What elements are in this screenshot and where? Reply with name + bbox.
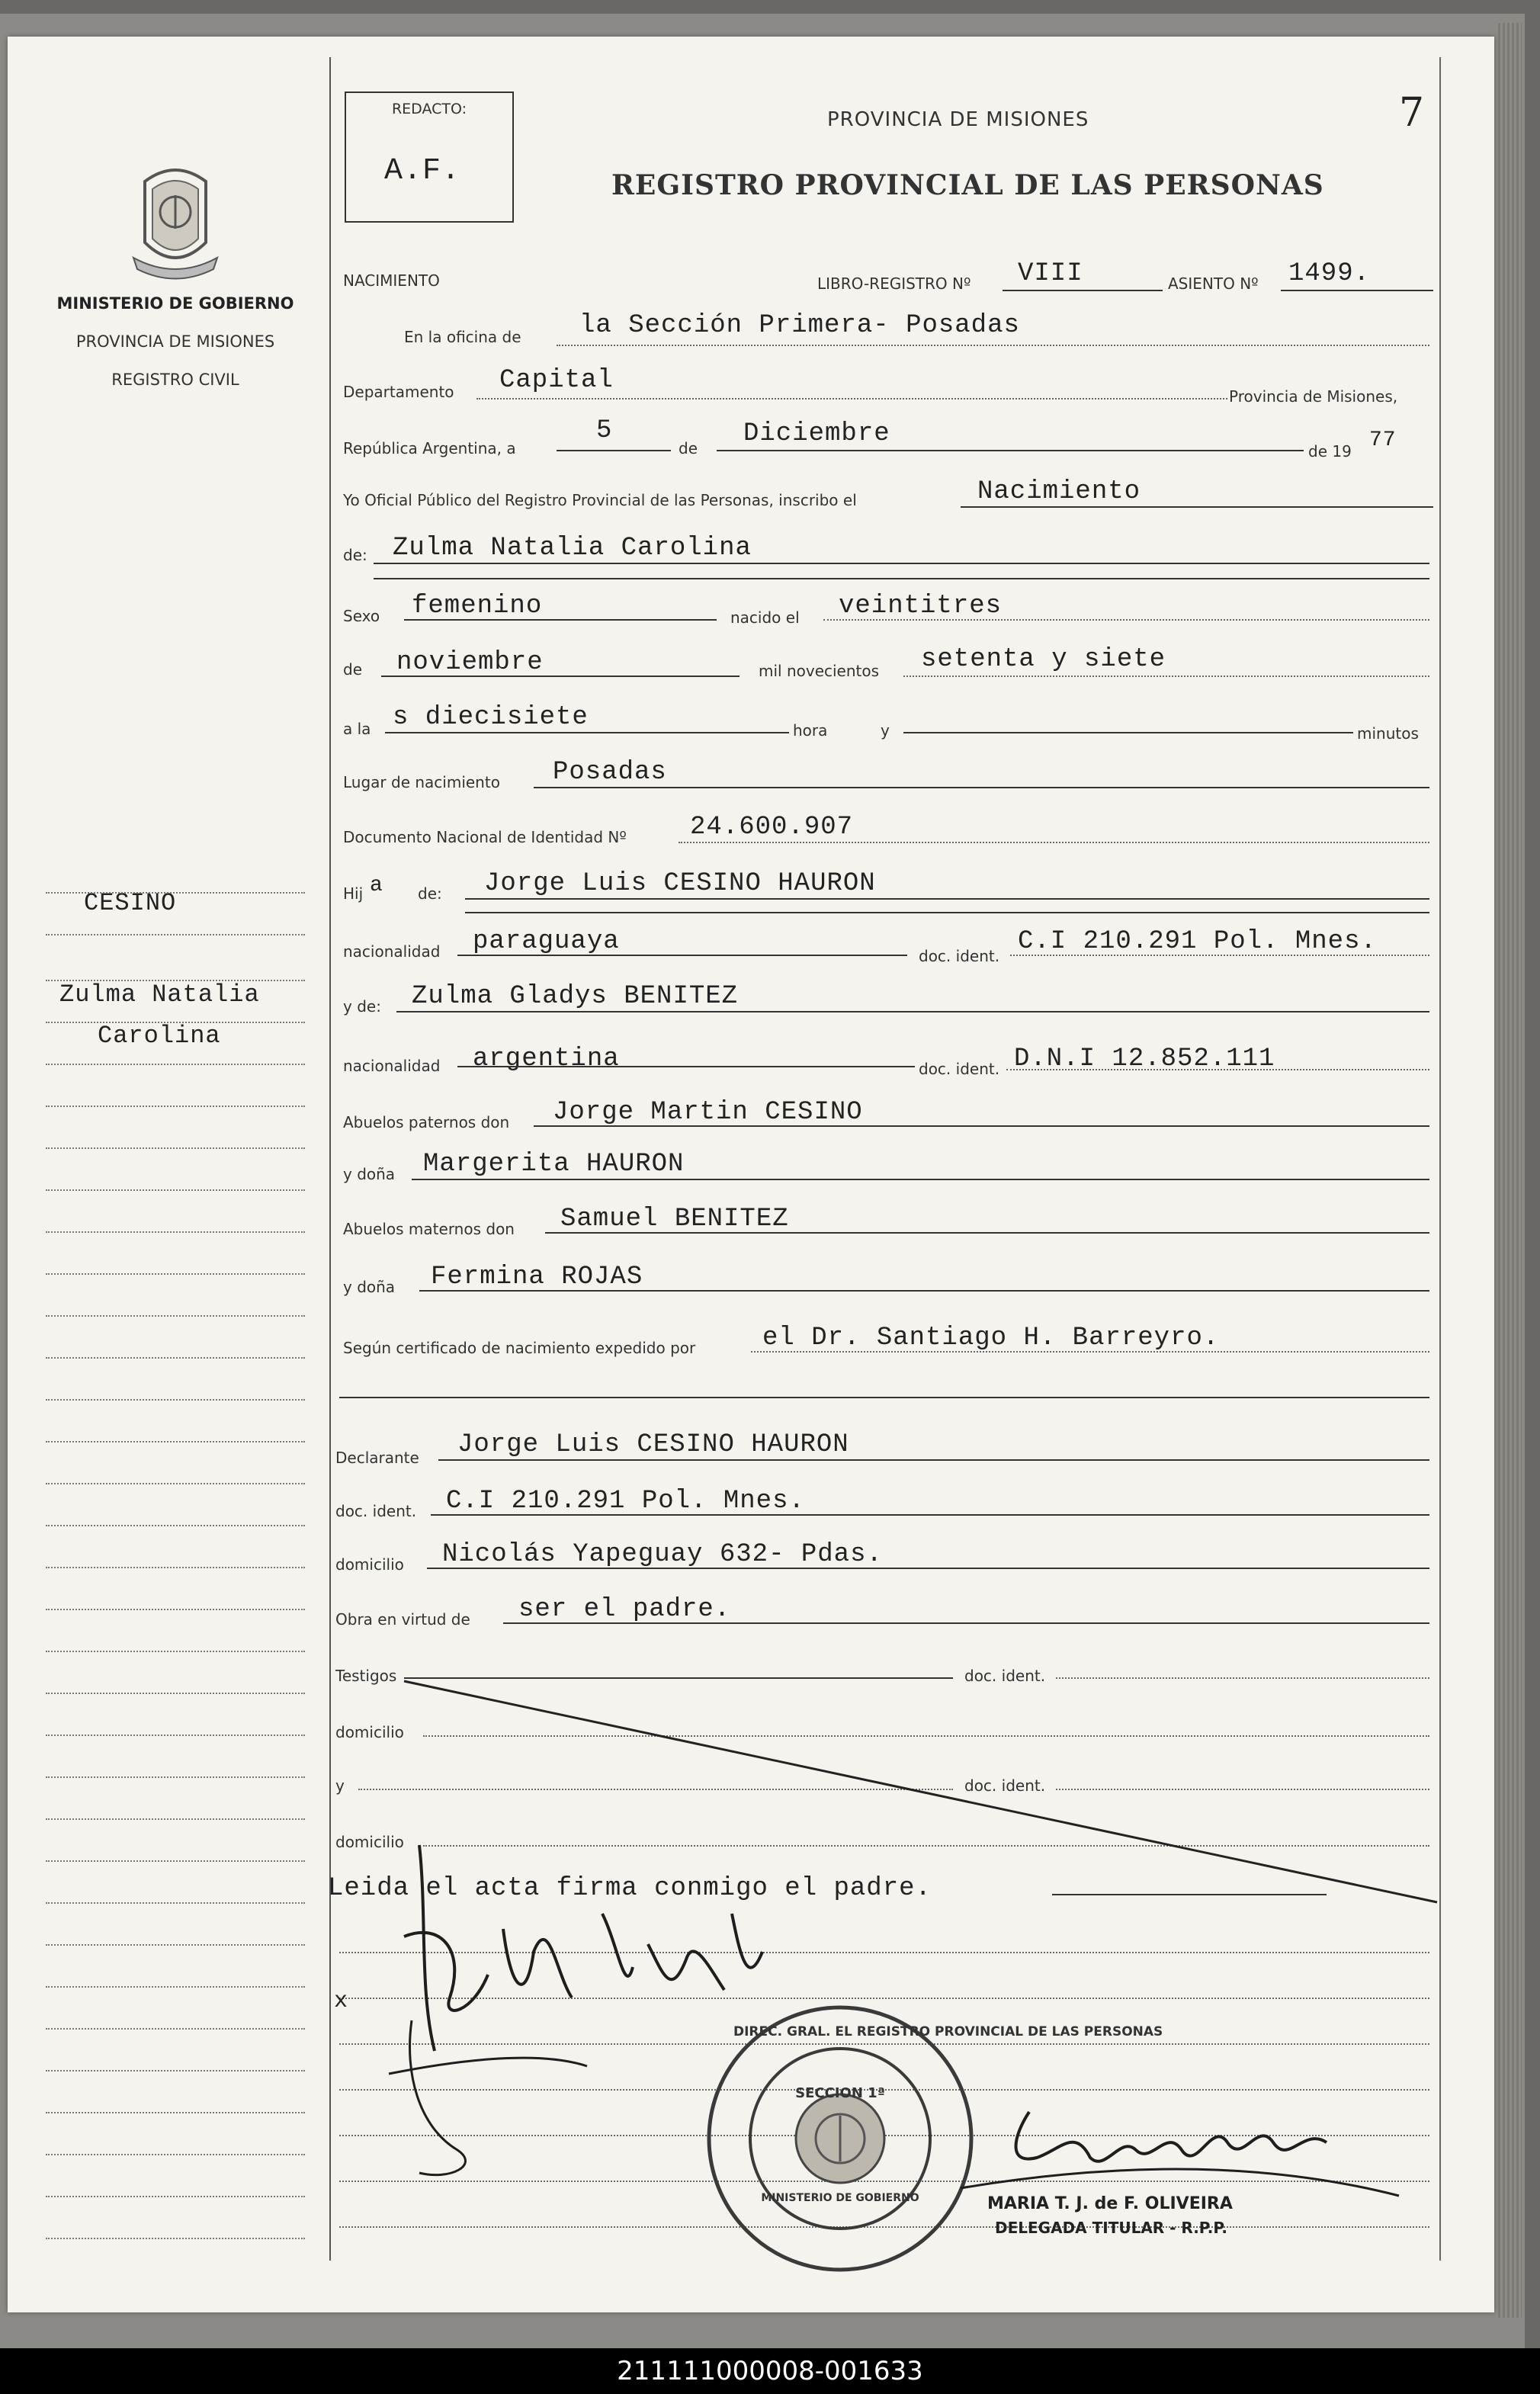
header-registry: REGISTRO PROVINCIAL DE LAS PERSONAS	[611, 169, 1324, 201]
domicilio-value: Nicolás Yapeguay 632- Pdas.	[442, 1540, 883, 1569]
oficial-label: Yo Oficial Público del Registro Provincial de las Personas, inscribo el	[343, 491, 857, 509]
certificate-label: Según certificado de nacimiento expedido por	[343, 1339, 696, 1357]
civil-registry-label: REGISTRO CIVIL	[111, 371, 239, 389]
document-id-footer: 211111000008-001633	[0, 2348, 1540, 2394]
redacto-box	[345, 91, 514, 223]
de-label: de	[679, 439, 698, 457]
year-value: 77	[1369, 428, 1397, 452]
asiento-label: ASIENTO Nº	[1168, 274, 1259, 293]
testigo-doc2-label: doc. ident.	[964, 1776, 1046, 1795]
mother-doc-value: D.N.I 12.852.111	[1014, 1045, 1275, 1073]
departamento-label: Departamento	[343, 383, 454, 401]
hijo-label: Hij	[343, 884, 364, 903]
ministry-label: MINISTERIO DE GOBIERNO	[56, 294, 294, 313]
de-nombre-label: de:	[343, 546, 367, 564]
official-title: DELEGADA TITULAR - R.P.P.	[995, 2219, 1227, 2237]
obra-value: ser el padre.	[518, 1595, 731, 1624]
lugar-label: Lugar de nacimiento	[343, 773, 500, 791]
republica-label: República Argentina, a	[343, 439, 516, 457]
left-panel	[8, 37, 328, 2312]
day-value: 5	[596, 416, 613, 445]
paternal-grandmother-value: Margerita HAURON	[423, 1150, 685, 1179]
sexo-label: Sexo	[343, 607, 380, 625]
y-label: y	[881, 721, 890, 740]
margin-surname: CESINO	[84, 889, 177, 917]
certificate-value: el Dr. Santiago H. Barreyro.	[762, 1324, 1220, 1353]
dni-value: 24.600.907	[690, 813, 854, 842]
asiento-value: 1499.	[1288, 259, 1371, 288]
declarant-value: Jorge Luis CESINO HAURON	[457, 1430, 849, 1459]
testigo-domicilio2-label: domicilio	[335, 1833, 404, 1851]
stamp-inner-text-2: MINISTERIO DE GOBIERNO	[761, 2192, 919, 2204]
paternal-grandfather-label: Abuelos paternos don	[343, 1113, 510, 1131]
testigo-y-label: y	[335, 1776, 345, 1795]
father-doc-label: doc. ident.	[919, 947, 1000, 965]
birth-month-value: noviembre	[396, 648, 544, 677]
mil-label: mil novecientos	[759, 662, 880, 680]
mother-nationality-label: nacionalidad	[343, 1057, 441, 1075]
ala-label: a la	[343, 720, 371, 738]
header-province: PROVINCIA DE MISIONES	[827, 108, 1089, 131]
father-nationality-value: paraguaya	[473, 927, 620, 956]
provincia-suffix-label: Provincia de Misiones,	[1229, 387, 1398, 406]
hijo-suffix: a	[370, 874, 383, 897]
mother-doc-label: doc. ident.	[919, 1060, 1000, 1078]
act-value: Nacimiento	[977, 477, 1141, 506]
provincial-seal-icon	[130, 159, 221, 281]
maternal-grandmother-value: Fermina ROJAS	[431, 1263, 643, 1292]
month-value: Diciembre	[743, 419, 890, 448]
x-mark: x	[334, 1988, 349, 2014]
stamp-inner-text: SECCION 1ª	[795, 2085, 885, 2101]
mother-nationality-value: argentina	[473, 1045, 620, 1073]
paternal-grandmother-label: y doña	[343, 1165, 396, 1183]
column-divider	[329, 57, 331, 2261]
child-name-value: Zulma Natalia Carolina	[393, 534, 752, 563]
margin-names-line2: Carolina	[98, 1022, 221, 1050]
yde-label: y de:	[343, 997, 381, 1016]
testigo-doc-label: doc. ident.	[964, 1667, 1046, 1685]
horas-label: hora	[793, 721, 828, 740]
left-province-label: PROVINCIA DE MISIONES	[75, 332, 275, 351]
birth-day-value: veintitres	[839, 592, 1003, 621]
hijo-de-label: de:	[418, 884, 442, 903]
father-name-value: Jorge Luis CESINO HAURON	[484, 869, 876, 898]
nacido-label: nacido el	[730, 608, 800, 627]
sex-value: femenino	[412, 592, 543, 621]
dni-label: Documento Nacional de Identidad Nº	[343, 828, 627, 846]
mother-name-value: Zulma Gladys BENITEZ	[412, 982, 739, 1011]
obra-label: Obra en virtud de	[335, 1610, 470, 1629]
libro-value: VIII	[1018, 259, 1083, 288]
hour-value: s diecisiete	[393, 703, 589, 732]
testigo-domicilio-label: domicilio	[335, 1723, 404, 1741]
page-number: 7	[1399, 90, 1425, 136]
official-name: MARIA T. J. de F. OLIVEIRA	[987, 2194, 1233, 2213]
oficina-label: En la oficina de	[404, 328, 521, 346]
father-nationality-label: nacionalidad	[343, 942, 441, 961]
redacto-value: A.F.	[384, 154, 461, 188]
father-doc-value: C.I 210.291 Pol. Mnes.	[1018, 927, 1377, 956]
margin-names-line1: Zulma Natalia	[59, 980, 260, 1009]
departamento-value: Capital	[499, 366, 614, 395]
testigos-label: Testigos	[335, 1667, 397, 1685]
maternal-grandmother-label: y doña	[343, 1278, 396, 1296]
record-type-label: NACIMIENTO	[343, 271, 440, 290]
redacto-label: REDACTO:	[391, 101, 467, 117]
paternal-grandfather-value: Jorge Martin CESINO	[553, 1098, 863, 1127]
libro-label: LIBRO-REGISTRO Nº	[817, 274, 971, 293]
de19-label: de 19	[1308, 442, 1352, 461]
book-spine	[1496, 23, 1522, 2318]
maternal-grandfather-value: Samuel BENITEZ	[560, 1205, 789, 1234]
birth-year-value: setenta y siete	[921, 645, 1166, 674]
stamp-ring-text: DIREC. GRAL. EL REGISTRO PROVINCIAL DE LAS PERSONAS	[733, 2024, 1163, 2039]
de-mes-label: de	[343, 660, 362, 679]
declarant-doc-label: doc. ident.	[335, 1502, 417, 1520]
domicilio-label: domicilio	[335, 1555, 404, 1574]
leida-statement: Leida el acta firma conmigo el padre.	[328, 1874, 932, 1903]
minutos-label: minutos	[1357, 724, 1419, 743]
declarant-doc-value: C.I 210.291 Pol. Mnes.	[446, 1487, 805, 1516]
declarant-label: Declarante	[335, 1449, 419, 1467]
right-margin-rule	[1439, 57, 1441, 2261]
birthplace-value: Posadas	[553, 758, 667, 787]
oficina-value: la Sección Primera- Posadas	[579, 311, 1020, 340]
maternal-grandfather-label: Abuelos maternos don	[343, 1220, 515, 1238]
